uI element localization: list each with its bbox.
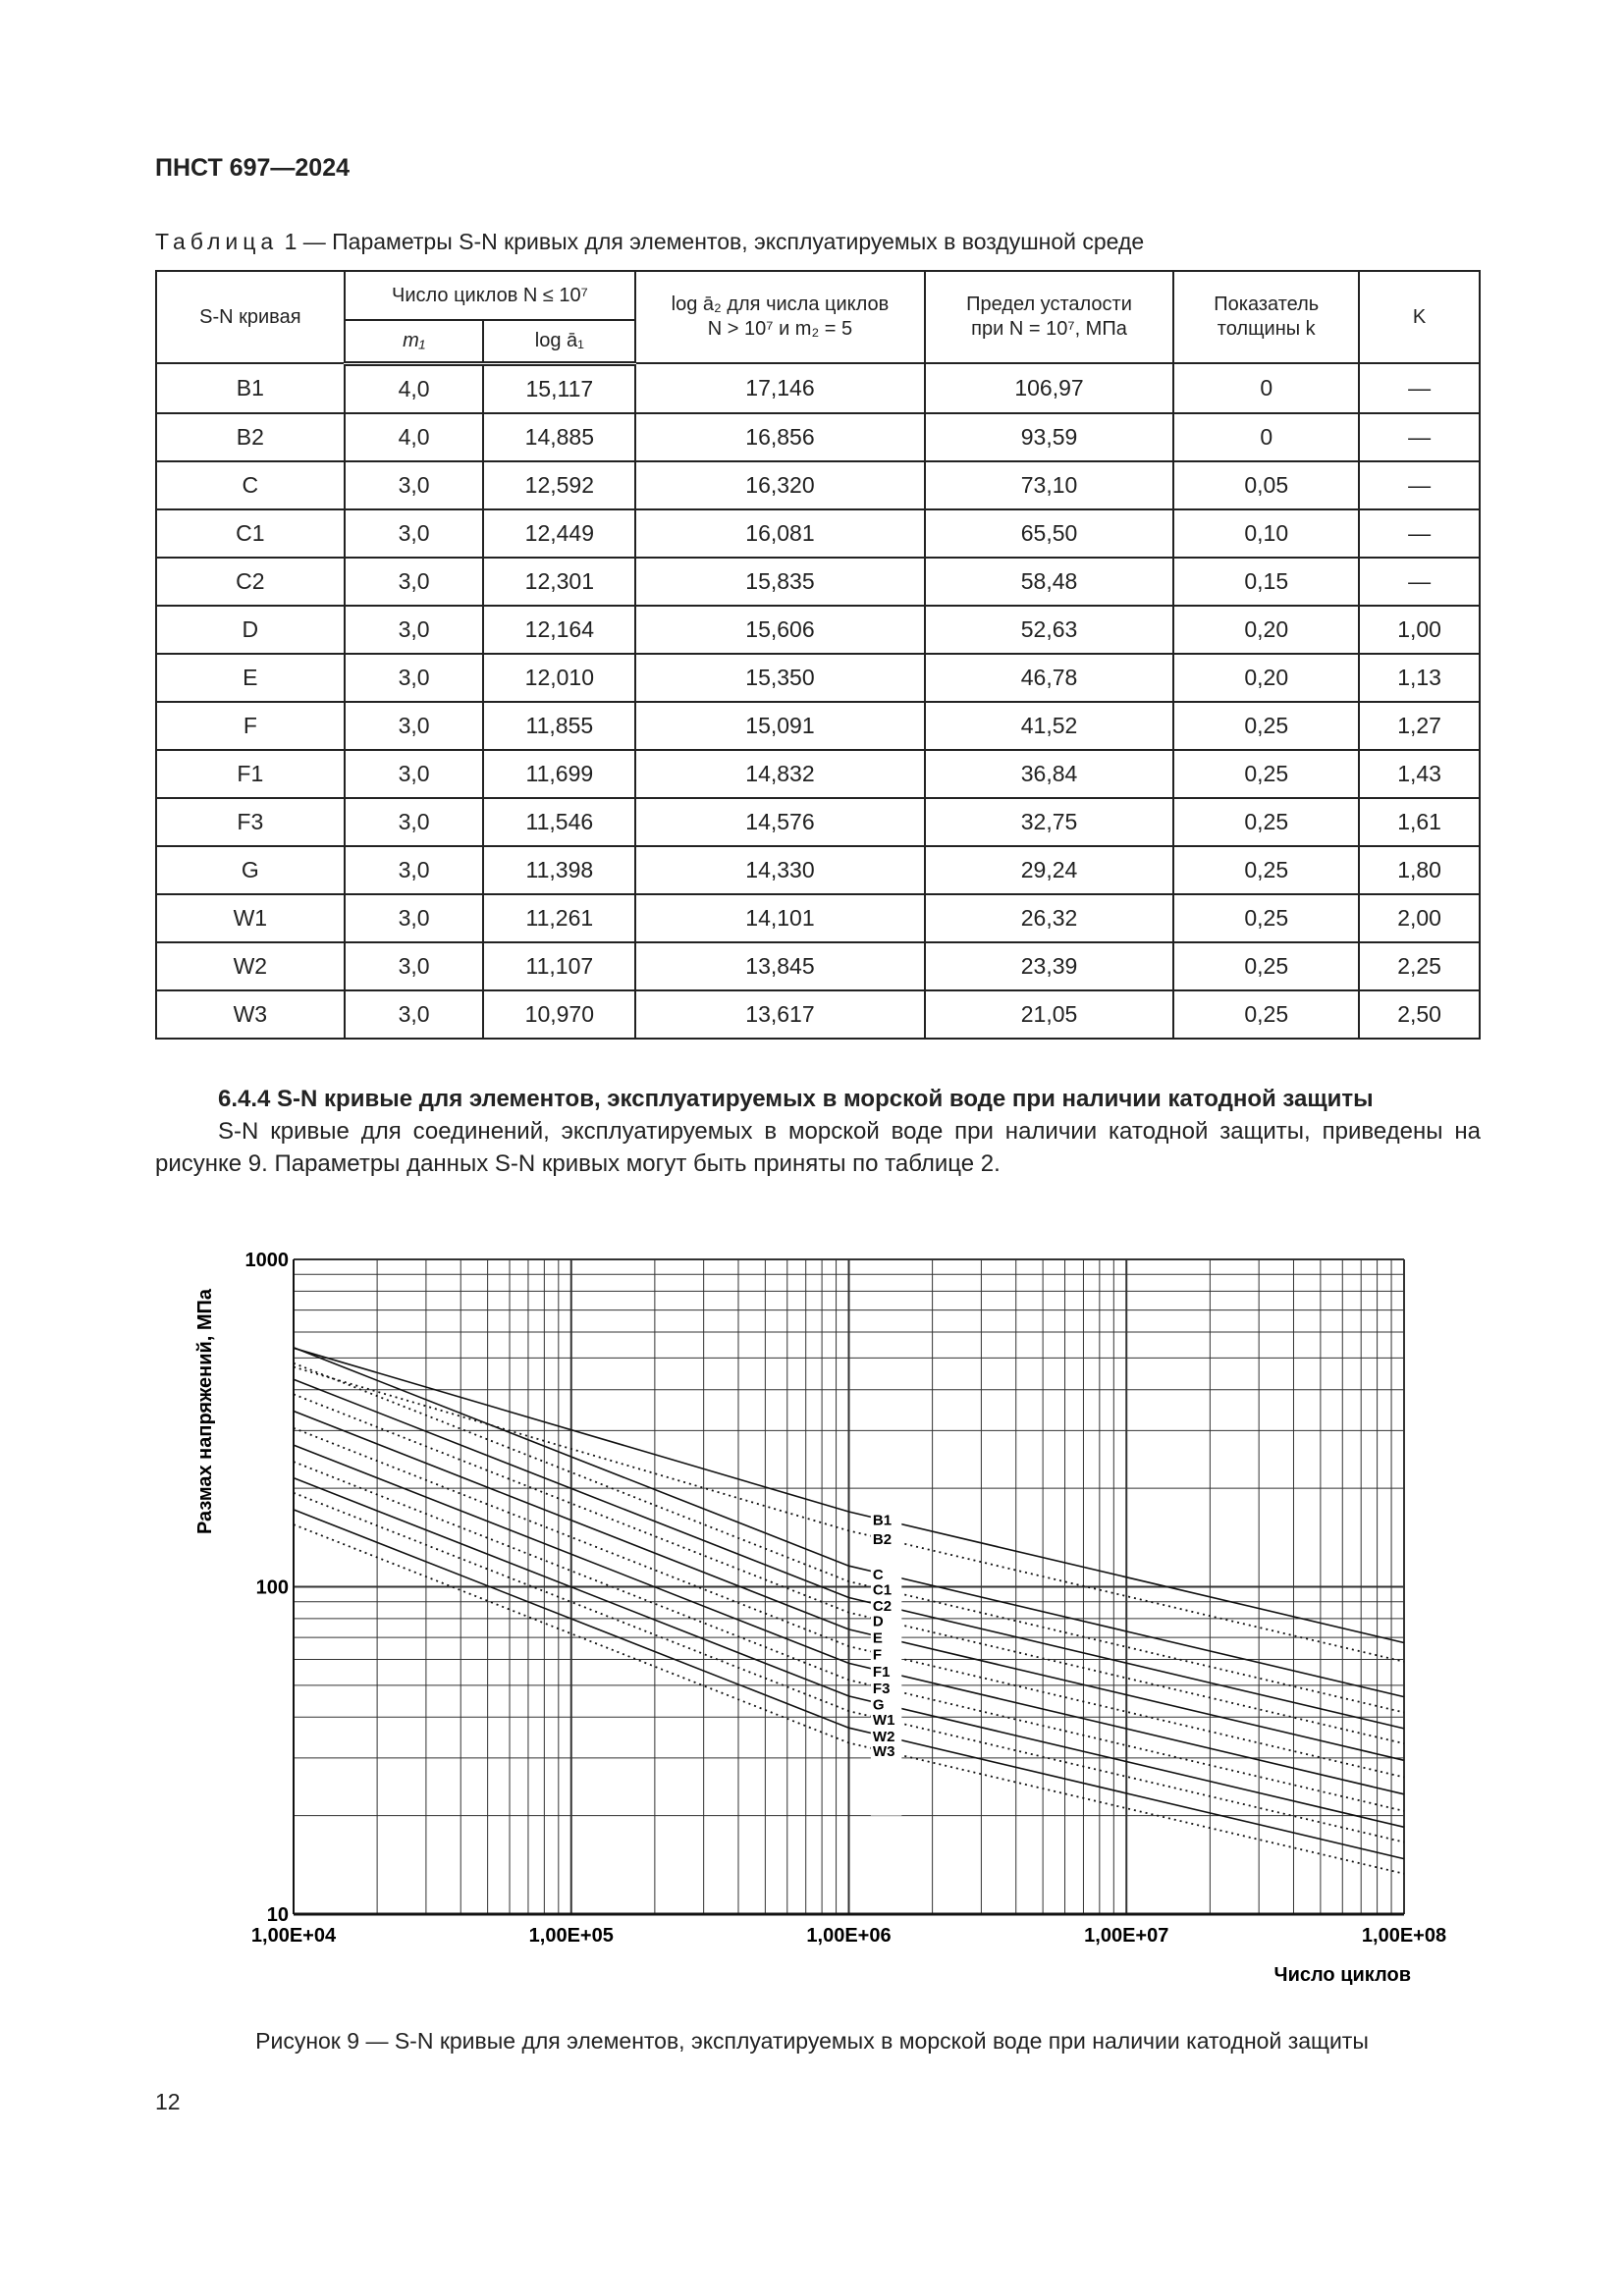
table-cell: 13,617 <box>635 990 924 1039</box>
table-cell: F <box>156 702 345 750</box>
curve-label: E <box>872 1629 883 1647</box>
x-tick-label: 1,00E+06 <box>806 1925 892 1947</box>
table-cell: 15,606 <box>635 606 924 654</box>
table-cell: 41,52 <box>925 702 1174 750</box>
table-cell: 14,885 <box>483 413 635 461</box>
table-cell: 0,25 <box>1173 942 1359 990</box>
table-cell: 0 <box>1173 363 1359 413</box>
table-cell: 1,27 <box>1359 702 1480 750</box>
table-cell: 12,010 <box>483 654 635 702</box>
table-cell: 3,0 <box>345 606 484 654</box>
table-cell: — <box>1359 558 1480 606</box>
curve-label: G <box>872 1696 885 1714</box>
table-cell: W3 <box>156 990 345 1039</box>
table-cell: D <box>156 606 345 654</box>
header-curve: S-N кривая <box>156 271 345 363</box>
table-cell: B1 <box>156 363 345 413</box>
table-row <box>156 461 1480 509</box>
table-cell: 29,24 <box>925 846 1174 894</box>
header-cycles-group: Число циклов N ≤ 10⁷ <box>345 271 636 320</box>
table-row <box>156 942 1480 990</box>
header-thickness-exponent: Показатель толщины k <box>1173 271 1359 363</box>
table-row <box>156 846 1480 894</box>
table-cell: 15,835 <box>635 558 924 606</box>
curve-label: F1 <box>872 1664 891 1682</box>
curve-label: F3 <box>872 1681 891 1698</box>
table-cell: 3,0 <box>345 702 484 750</box>
y-tick-label: 100 <box>255 1576 289 1599</box>
table-row <box>156 702 1480 750</box>
table-cell: 1,00 <box>1359 606 1480 654</box>
table-cell: 3,0 <box>345 461 484 509</box>
table-cell: 3,0 <box>345 750 484 798</box>
table-cell: 3,0 <box>345 894 484 942</box>
document-id: ПНСТ 697—2024 <box>155 154 350 182</box>
section-paragraph: S-N кривые для соединений, эксплуатируемых в морской воде при наличии катодной защиты, приведены на рисунке 9. Параметры данных S-N кривых могут быть приняты по таблице 2. <box>155 1118 1481 1177</box>
table-cell: 13,845 <box>635 942 924 990</box>
table-cell: 0,20 <box>1173 654 1359 702</box>
table-cell: B2 <box>156 413 345 461</box>
table-cell: C2 <box>156 558 345 606</box>
curve-label: C <box>872 1566 884 1583</box>
table-cell: 12,449 <box>483 509 635 558</box>
section-6-4-4 <box>155 1083 1481 1180</box>
header-log-a1: log ā₁ <box>483 320 635 363</box>
table-cell: — <box>1359 509 1480 558</box>
table-cell: 15,091 <box>635 702 924 750</box>
table-cell: 0,25 <box>1173 894 1359 942</box>
table-cell: 0,05 <box>1173 461 1359 509</box>
table-cell: 16,856 <box>635 413 924 461</box>
table-cell: 1,13 <box>1359 654 1480 702</box>
sn-curves-chart <box>0 1227 1624 2012</box>
table-cell: F3 <box>156 798 345 846</box>
table-row <box>156 654 1480 702</box>
table-cell: — <box>1359 461 1480 509</box>
page-number: 12 <box>155 2089 181 2114</box>
x-axis-label: Число циклов <box>1273 1964 1411 1986</box>
table-row <box>156 990 1480 1039</box>
table-cell: 3,0 <box>345 654 484 702</box>
curve-label: D <box>872 1613 884 1630</box>
curve-label: W1 <box>872 1711 895 1729</box>
table-cell: 52,63 <box>925 606 1174 654</box>
table-cell: E <box>156 654 345 702</box>
table-cell: 23,39 <box>925 942 1174 990</box>
x-tick-label: 1,00E+07 <box>1084 1925 1169 1947</box>
table-row <box>156 894 1480 942</box>
table-cell: 11,261 <box>483 894 635 942</box>
table-cell: 2,25 <box>1359 942 1480 990</box>
table-cell: 21,05 <box>925 990 1174 1039</box>
header-log-a2: log ā₂ для числа циклов N > 10⁷ и m₂ = 5 <box>635 271 924 363</box>
table-cell: C <box>156 461 345 509</box>
curve-label: W2 <box>872 1728 895 1745</box>
table-cell: 12,301 <box>483 558 635 606</box>
header-K: K <box>1359 271 1480 363</box>
table-cell: 58,48 <box>925 558 1174 606</box>
table-cell: 12,164 <box>483 606 635 654</box>
table-cell: 32,75 <box>925 798 1174 846</box>
table-cell: 106,97 <box>925 363 1174 413</box>
table-cell: 0,25 <box>1173 990 1359 1039</box>
table-cell: — <box>1359 363 1480 413</box>
x-tick-label: 1,00E+05 <box>528 1925 614 1947</box>
table-caption-text: 1 — Параметры S-N кривых для элементов, эксплуатируемых в воздушной среде <box>284 229 1145 254</box>
curve-label: B2 <box>872 1531 893 1549</box>
curve-label: C2 <box>872 1598 893 1616</box>
table-cell: 1,43 <box>1359 750 1480 798</box>
table-cell: 15,117 <box>483 363 635 413</box>
table-row <box>156 798 1480 846</box>
table-cell: 15,350 <box>635 654 924 702</box>
table-cell: W2 <box>156 942 345 990</box>
table-caption <box>155 229 1144 255</box>
table-cell: — <box>1359 413 1480 461</box>
table-cell: 11,546 <box>483 798 635 846</box>
table-cell: 12,592 <box>483 461 635 509</box>
x-tick-label: 1,00E+04 <box>250 1925 337 1947</box>
table-cell: 73,10 <box>925 461 1174 509</box>
table-cell: 1,80 <box>1359 846 1480 894</box>
table-cell: 11,107 <box>483 942 635 990</box>
table-cell: 3,0 <box>345 942 484 990</box>
table-cell: 14,576 <box>635 798 924 846</box>
table-row <box>156 558 1480 606</box>
figure-caption: Рисунок 9 — S-N кривые для элементов, эксплуатируемых в морской воде при наличии катодной защиты <box>255 2028 1369 2054</box>
header-fatigue-limit: Предел усталости при N = 10⁷, МПа <box>925 271 1174 363</box>
table-cell: 3,0 <box>345 798 484 846</box>
y-tick-label: 10 <box>266 1904 289 1926</box>
table-cell: 0,20 <box>1173 606 1359 654</box>
table-cell: 10,970 <box>483 990 635 1039</box>
table-cell: 11,699 <box>483 750 635 798</box>
sn-parameters-table <box>155 270 1481 1040</box>
table-cell: 16,320 <box>635 461 924 509</box>
table-cell: W1 <box>156 894 345 942</box>
table-row <box>156 750 1480 798</box>
x-tick-label: 1,00E+08 <box>1361 1925 1447 1947</box>
table-cell: 3,0 <box>345 846 484 894</box>
table-cell: 3,0 <box>345 990 484 1039</box>
table-cell: F1 <box>156 750 345 798</box>
table-cell: 17,146 <box>635 363 924 413</box>
table-row <box>156 509 1480 558</box>
table-cell: 14,330 <box>635 846 924 894</box>
table-cell: 4,0 <box>345 363 484 413</box>
table-cell: 0,25 <box>1173 846 1359 894</box>
table-cell: 3,0 <box>345 509 484 558</box>
table-cell: 3,0 <box>345 558 484 606</box>
table-cell: 14,101 <box>635 894 924 942</box>
table-cell: 0,25 <box>1173 798 1359 846</box>
table-cell: 1,61 <box>1359 798 1480 846</box>
table-cell: 14,832 <box>635 750 924 798</box>
section-heading: 6.4.4 S-N кривые для элементов, эксплуатируемых в морской воде при наличии катодной защиты <box>218 1086 1374 1112</box>
table-cell: 36,84 <box>925 750 1174 798</box>
curve-label: C1 <box>872 1581 893 1599</box>
y-axis-label: Размах напряжений, МПа <box>194 1288 216 1535</box>
table-row <box>156 413 1480 461</box>
table-cell: 0,15 <box>1173 558 1359 606</box>
table-row <box>156 363 1480 413</box>
table-cell: 65,50 <box>925 509 1174 558</box>
table-cell: G <box>156 846 345 894</box>
table-cell: 0 <box>1173 413 1359 461</box>
table-cell: 26,32 <box>925 894 1174 942</box>
curve-label: B1 <box>872 1512 893 1529</box>
header-m1: m₁ <box>345 320 484 363</box>
table-cell: 2,50 <box>1359 990 1480 1039</box>
table-cell: 93,59 <box>925 413 1174 461</box>
table-cell: 4,0 <box>345 413 484 461</box>
table-cell: 0,10 <box>1173 509 1359 558</box>
y-tick-label: 1000 <box>244 1250 289 1271</box>
table-cell: 2,00 <box>1359 894 1480 942</box>
table-cell: 16,081 <box>635 509 924 558</box>
table-cell: 0,25 <box>1173 750 1359 798</box>
table-cell: 11,398 <box>483 846 635 894</box>
table-cell: 11,855 <box>483 702 635 750</box>
curve-label: W3 <box>872 1743 895 1761</box>
table-row <box>156 606 1480 654</box>
table-cell: 46,78 <box>925 654 1174 702</box>
table-caption-prefix: Таблица <box>155 229 279 254</box>
table-cell: 0,25 <box>1173 702 1359 750</box>
curve-label: F <box>872 1646 883 1664</box>
table-cell: C1 <box>156 509 345 558</box>
